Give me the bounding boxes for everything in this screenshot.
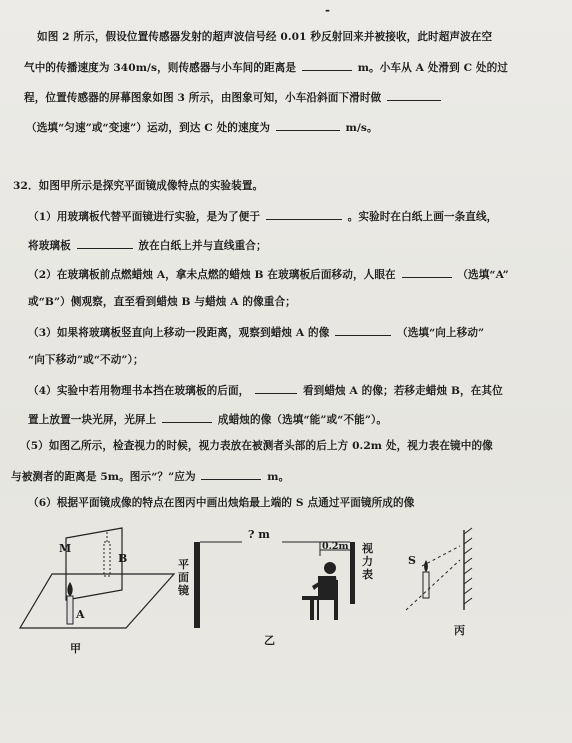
answer-blank-q32-2[interactable] [402, 266, 452, 278]
answer-blank-q32-1a[interactable] [266, 208, 342, 220]
q32-part5-line2: 与被测者的距离是 5m。图示“？”应为 m。 [11, 468, 289, 484]
q32-part6-line: （6）根据平面镜成像的特点在图丙中画出烛焰最上端的 S 点通过平面镜所成的像 [28, 497, 415, 509]
q32-part4-line2: 置上放置一块光屏，光屏上 成蜡烛的像（选填“能”或“不能”）。 [28, 411, 387, 427]
figure-bing [398, 520, 488, 660]
q32-part1-line1: （1）用玻璃板代替平面镜进行实验，是为了便于 。实验时在白纸上画一条直线， [28, 208, 497, 224]
flame-icon [67, 582, 72, 596]
label-distance-02m: 0.2m [322, 541, 349, 552]
label-plane-mirror: 平 面 镜 [178, 558, 189, 597]
answer-blank-q32-5[interactable] [201, 468, 261, 480]
q32-part2-line1: （2）在玻璃板前点燃蜡烛 A，拿未点燃的蜡烛 B 在玻璃板后面移动，人眼在 （选填“A” [28, 266, 509, 282]
person-head [324, 562, 336, 574]
label-b: B [118, 552, 128, 565]
answer-blank-q32-1b[interactable] [77, 237, 133, 249]
candle-bing [423, 572, 429, 598]
label-s: S [408, 554, 416, 567]
figure-yi-drawing [172, 520, 392, 660]
candle-b [104, 542, 110, 576]
q32-part5-line1: （5）如图乙所示，检查视力的时候，视力表放在被测者头部的后上方 0.2m 处，视力表在镜中的像 [20, 440, 493, 452]
label-m: M [59, 542, 72, 555]
q32-part3-line2: “向下移动”或“不动”）； [28, 354, 144, 366]
question-32-title: 32．如图甲所示是探究平面镜成像特点的实验装置。 [13, 180, 264, 192]
figure-jia [14, 520, 184, 660]
mirror-hatching [464, 528, 472, 604]
q32-part2-line2: 或“B”）侧观察，直至看到蜡烛 B 与蜡烛 A 的像重合； [28, 296, 296, 308]
figure-bing-drawing [398, 520, 488, 660]
text-line-3: 程，位置传感器的屏幕图象如图 3 所示，由图象可知，小车沿斜面下滑时做 [24, 89, 443, 105]
answer-blank-distance[interactable] [302, 59, 352, 71]
candle-a [67, 596, 73, 624]
answer-blank-q32-4b[interactable] [162, 411, 212, 423]
q32-part4-line1: （4）实验中若用物理书本挡在玻璃板的后面， 看到蜡烛 A 的像；若移走蜡烛 B，在其位 [28, 382, 503, 398]
caption-jia: 甲 [70, 642, 81, 655]
label-a: A [76, 608, 85, 621]
text-line-2: 气中的传播速度为 340m/s，则传感器与小车间的距离是 m。小车从 A 处滑到 C 处的过 [24, 59, 508, 75]
answer-blank-motion[interactable] [387, 89, 441, 101]
plane-mirror [194, 542, 200, 628]
caption-yi: 乙 [264, 634, 275, 647]
text-line-1: 如图 2 所示，假设位置传感器发射的超声波信号经 0.01 秒反射回来并被接收，此时超声波在空 [37, 31, 493, 43]
top-mark: - [325, 3, 330, 17]
text-line-4: （选填“匀速”或“变速”）运动，到达 C 处的速度为 m/s。 [26, 119, 378, 135]
caption-bing: 丙 [454, 624, 465, 637]
answer-blank-q32-4a[interactable] [255, 382, 297, 394]
figure-jia-drawing [14, 520, 184, 660]
glass-plate [66, 528, 122, 600]
eye-chart [350, 542, 355, 604]
figure-yi [172, 520, 392, 660]
q32-part3-line1: （3）如果将玻璃板竖直向上移动一段距离，观察到蜡烛 A 的像 （选填“向上移动” [28, 324, 484, 340]
flame-icon-bing [424, 560, 428, 572]
label-eye-chart: 视 力 表 [362, 542, 373, 581]
q32-part1-line2: 将玻璃板 放在白纸上并与直线重合； [28, 237, 267, 253]
answer-blank-q32-3[interactable] [335, 324, 391, 336]
answer-blank-speed[interactable] [276, 119, 340, 131]
label-question-distance: ? m [248, 528, 270, 541]
white-paper-plane [20, 574, 174, 628]
